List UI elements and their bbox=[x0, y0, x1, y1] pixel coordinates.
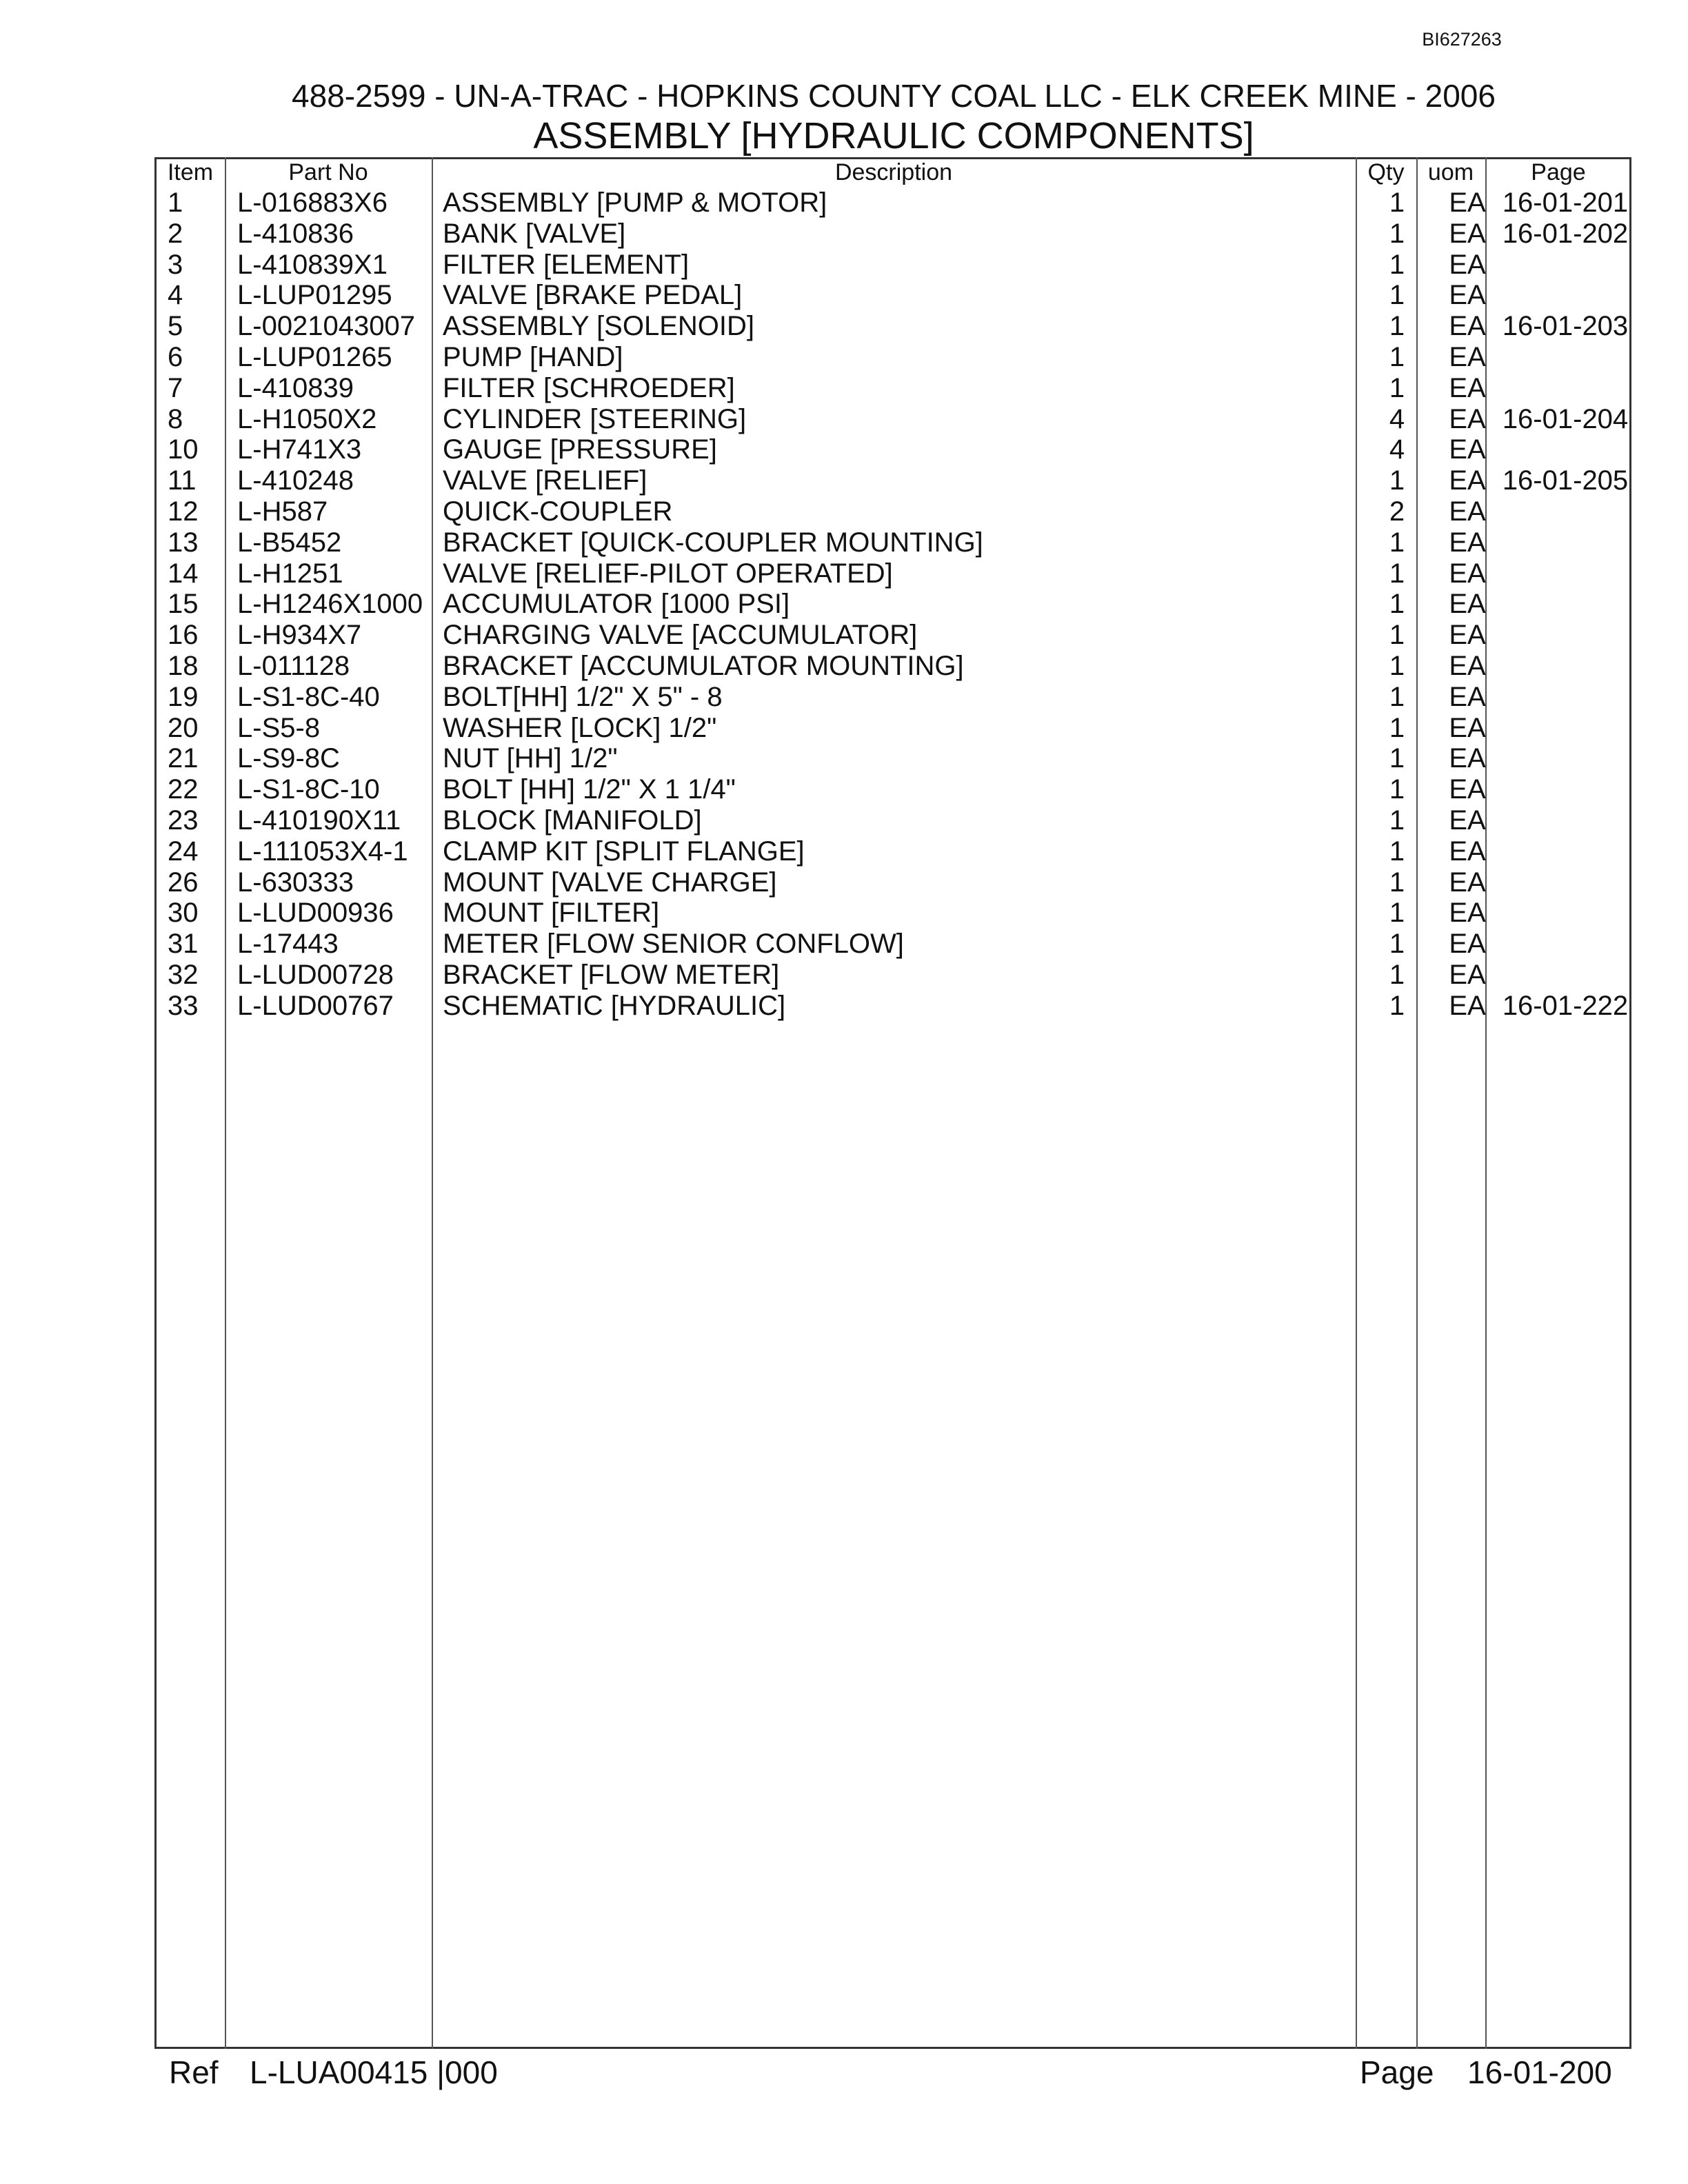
unit-of-measure: EA bbox=[1449, 558, 1486, 589]
table-row bbox=[157, 250, 1629, 281]
page-reference: 16-01-202 bbox=[1502, 218, 1629, 249]
quantity: 1 bbox=[1389, 650, 1405, 681]
unit-of-measure: EA bbox=[1449, 836, 1486, 867]
part-description: BOLT [HH] 1/2" X 1 1/4" bbox=[443, 774, 736, 805]
quantity: 1 bbox=[1389, 681, 1405, 712]
part-number: L-410839X1 bbox=[237, 249, 388, 280]
quantity: 1 bbox=[1389, 589, 1405, 620]
item-number: 23 bbox=[168, 805, 199, 836]
footer-ref-value: L-LUA00415 |000 bbox=[250, 2054, 498, 2090]
footer-page-label: Page bbox=[1360, 2054, 1434, 2090]
unit-of-measure: EA bbox=[1449, 959, 1486, 990]
table-row bbox=[157, 960, 1629, 991]
part-description: VALVE [RELIEF-PILOT OPERATED] bbox=[443, 558, 893, 589]
footer-page-value: 16-01-200 bbox=[1467, 2054, 1612, 2090]
part-description: BRACKET [FLOW METER] bbox=[443, 959, 780, 990]
table-row bbox=[157, 558, 1629, 589]
part-number: L-LUD00936 bbox=[237, 898, 394, 929]
part-description: BANK [VALVE] bbox=[443, 218, 626, 249]
column-header-part-no: Part No bbox=[288, 159, 368, 185]
item-number: 21 bbox=[168, 743, 199, 774]
part-number: L-LUD00728 bbox=[237, 959, 394, 990]
part-description: MOUNT [VALVE CHARGE] bbox=[443, 867, 777, 898]
quantity: 1 bbox=[1389, 465, 1405, 496]
quantity: 1 bbox=[1389, 341, 1405, 372]
item-number: 12 bbox=[168, 496, 199, 527]
unit-of-measure: EA bbox=[1449, 620, 1486, 651]
part-number: L-H934X7 bbox=[237, 620, 362, 651]
item-number: 30 bbox=[168, 898, 199, 929]
document-subtitle: ASSEMBLY [HYDRAULIC COMPONENTS] bbox=[533, 115, 1254, 156]
column-header-page: Page bbox=[1531, 159, 1586, 185]
quantity: 1 bbox=[1389, 898, 1405, 929]
part-number: L-630333 bbox=[237, 867, 354, 898]
table-row bbox=[157, 898, 1629, 929]
footer-ref-label: Ref bbox=[169, 2054, 219, 2090]
column-header-qty: Qty bbox=[1367, 159, 1405, 185]
part-description: METER [FLOW SENIOR CONFLOW] bbox=[443, 929, 904, 960]
item-number: 10 bbox=[168, 434, 199, 465]
quantity: 1 bbox=[1389, 867, 1405, 898]
unit-of-measure: EA bbox=[1449, 527, 1486, 558]
part-number: L-S1-8C-40 bbox=[237, 681, 380, 712]
item-number: 20 bbox=[168, 712, 199, 743]
part-number: L-S9-8C bbox=[237, 743, 340, 774]
table-row bbox=[157, 929, 1629, 960]
part-description: QUICK-COUPLER bbox=[443, 496, 673, 527]
table-row bbox=[157, 620, 1629, 651]
item-number: 5 bbox=[168, 311, 183, 342]
part-number: L-B5452 bbox=[237, 527, 342, 558]
item-number: 13 bbox=[168, 527, 199, 558]
item-number: 2 bbox=[168, 218, 183, 249]
quantity: 4 bbox=[1389, 434, 1405, 465]
part-description: WASHER [LOCK] 1/2" bbox=[443, 712, 717, 743]
quantity: 1 bbox=[1389, 249, 1405, 280]
quantity: 1 bbox=[1389, 527, 1405, 558]
part-description: BRACKET [QUICK-COUPLER MOUNTING] bbox=[443, 527, 983, 558]
column-header-description: Description bbox=[834, 159, 953, 185]
item-number: 4 bbox=[168, 280, 183, 311]
quantity: 1 bbox=[1389, 712, 1405, 743]
item-number: 3 bbox=[168, 249, 183, 280]
table-row bbox=[157, 713, 1629, 744]
unit-of-measure: EA bbox=[1449, 743, 1486, 774]
quantity: 1 bbox=[1389, 218, 1405, 249]
quantity: 4 bbox=[1389, 403, 1405, 434]
page-reference: 16-01-203 bbox=[1502, 311, 1629, 342]
item-number: 14 bbox=[168, 558, 199, 589]
part-number: L-H1246X1000 bbox=[237, 589, 423, 620]
quantity: 1 bbox=[1389, 743, 1405, 774]
quantity: 1 bbox=[1389, 959, 1405, 990]
part-number: L-H587 bbox=[237, 496, 328, 527]
part-description: NUT [HH] 1/2" bbox=[443, 743, 618, 774]
item-number: 32 bbox=[168, 959, 199, 990]
unit-of-measure: EA bbox=[1449, 341, 1486, 372]
table-row bbox=[157, 311, 1629, 342]
unit-of-measure: EA bbox=[1449, 280, 1486, 311]
part-number: L-H1251 bbox=[237, 558, 343, 589]
item-number: 18 bbox=[168, 650, 199, 681]
table-row bbox=[157, 280, 1629, 311]
unit-of-measure: EA bbox=[1449, 403, 1486, 434]
document-title: 488-2599 - UN-A-TRAC - HOPKINS COUNTY COAL LLC - ELK CREEK MINE - 2006 bbox=[292, 78, 1496, 114]
part-number: L-LUP01265 bbox=[237, 341, 392, 372]
part-description: CLAMP KIT [SPLIT FLANGE] bbox=[443, 836, 805, 867]
quantity: 1 bbox=[1389, 990, 1405, 1021]
unit-of-measure: EA bbox=[1449, 712, 1486, 743]
part-number: L-011128 bbox=[237, 650, 350, 681]
part-description: BRACKET [ACCUMULATOR MOUNTING] bbox=[443, 650, 964, 681]
item-number: 16 bbox=[168, 620, 199, 651]
part-number: L-S5-8 bbox=[237, 712, 321, 743]
unit-of-measure: EA bbox=[1449, 805, 1486, 836]
part-description: FILTER [SCHROEDER] bbox=[443, 372, 735, 403]
table-row bbox=[157, 867, 1629, 898]
part-number: L-410839 bbox=[237, 372, 354, 403]
table-row bbox=[157, 991, 1629, 1022]
quantity: 2 bbox=[1389, 496, 1405, 527]
item-number: 6 bbox=[168, 341, 183, 372]
table-row bbox=[157, 219, 1629, 250]
part-number: L-410836 bbox=[237, 218, 354, 249]
unit-of-measure: EA bbox=[1449, 774, 1486, 805]
item-number: 26 bbox=[168, 867, 199, 898]
quantity: 1 bbox=[1389, 372, 1405, 403]
part-number: L-H741X3 bbox=[237, 434, 362, 465]
unit-of-measure: EA bbox=[1449, 929, 1486, 960]
unit-of-measure: EA bbox=[1449, 188, 1486, 218]
table-row bbox=[157, 743, 1629, 774]
part-description: PUMP [HAND] bbox=[443, 341, 623, 372]
part-description: BOLT[HH] 1/2" X 5" - 8 bbox=[443, 681, 723, 712]
item-number: 8 bbox=[168, 403, 183, 434]
item-number: 24 bbox=[168, 836, 199, 867]
item-number: 1 bbox=[168, 188, 183, 218]
part-description: ASSEMBLY [PUMP & MOTOR] bbox=[443, 188, 827, 218]
quantity: 1 bbox=[1389, 805, 1405, 836]
part-description: VALVE [BRAKE PEDAL] bbox=[443, 280, 743, 311]
table-row bbox=[157, 496, 1629, 527]
part-number: L-0021043007 bbox=[237, 311, 416, 342]
unit-of-measure: EA bbox=[1449, 372, 1486, 403]
part-description: BLOCK [MANIFOLD] bbox=[443, 805, 702, 836]
table-row bbox=[157, 589, 1629, 620]
column-header-item: Item bbox=[167, 159, 214, 185]
page-reference: 16-01-205 bbox=[1502, 465, 1629, 496]
item-number: 11 bbox=[168, 465, 197, 496]
unit-of-measure: EA bbox=[1449, 650, 1486, 681]
table-row bbox=[157, 774, 1629, 805]
page-reference: 16-01-201 bbox=[1502, 188, 1629, 218]
item-number: 15 bbox=[168, 589, 199, 620]
part-number: L-LUD00767 bbox=[237, 990, 394, 1021]
table-row bbox=[157, 836, 1629, 867]
part-number: L-17443 bbox=[237, 929, 339, 960]
unit-of-measure: EA bbox=[1449, 311, 1486, 342]
part-number: L-410248 bbox=[237, 465, 354, 496]
table-row bbox=[157, 682, 1629, 713]
quantity: 1 bbox=[1389, 280, 1405, 311]
table-row bbox=[157, 805, 1629, 836]
unit-of-measure: EA bbox=[1449, 898, 1486, 929]
part-description: FILTER [ELEMENT] bbox=[443, 249, 690, 280]
unit-of-measure: EA bbox=[1449, 681, 1486, 712]
page-reference: 16-01-222 bbox=[1502, 990, 1629, 1021]
part-number: L-111053X4-1 bbox=[237, 836, 408, 867]
part-number: L-016883X6 bbox=[237, 188, 388, 218]
unit-of-measure: EA bbox=[1449, 867, 1486, 898]
part-description: VALVE [RELIEF] bbox=[443, 465, 647, 496]
part-number: L-410190X11 bbox=[237, 805, 401, 836]
part-description: GAUGE [PRESSURE] bbox=[443, 434, 717, 465]
unit-of-measure: EA bbox=[1449, 434, 1486, 465]
unit-of-measure: EA bbox=[1449, 249, 1486, 280]
quantity: 1 bbox=[1389, 188, 1405, 218]
part-description: ASSEMBLY [SOLENOID] bbox=[443, 311, 755, 342]
column-header-uom: uom bbox=[1427, 159, 1474, 185]
table-row bbox=[157, 373, 1629, 404]
item-number: 33 bbox=[168, 990, 199, 1021]
unit-of-measure: EA bbox=[1449, 990, 1486, 1021]
unit-of-measure: EA bbox=[1449, 465, 1486, 496]
part-description: CYLINDER [STEERING] bbox=[443, 403, 747, 434]
part-description: SCHEMATIC [HYDRAULIC] bbox=[443, 990, 786, 1021]
document-id: BI627263 bbox=[1422, 29, 1502, 50]
part-description: ACCUMULATOR [1000 PSI] bbox=[443, 589, 790, 620]
unit-of-measure: EA bbox=[1449, 496, 1486, 527]
item-number: 19 bbox=[168, 681, 199, 712]
table-row bbox=[157, 465, 1629, 496]
part-description: CHARGING VALVE [ACCUMULATOR] bbox=[443, 620, 918, 651]
item-number: 31 bbox=[168, 929, 199, 960]
quantity: 1 bbox=[1389, 558, 1405, 589]
item-number: 22 bbox=[168, 774, 199, 805]
item-number: 7 bbox=[168, 372, 183, 403]
quantity: 1 bbox=[1389, 620, 1405, 651]
table-row bbox=[157, 527, 1629, 558]
part-number: L-S1-8C-10 bbox=[237, 774, 380, 805]
quantity: 1 bbox=[1389, 774, 1405, 805]
quantity: 1 bbox=[1389, 311, 1405, 342]
page-reference: 16-01-204 bbox=[1502, 403, 1629, 434]
table-row bbox=[157, 342, 1629, 373]
table-row bbox=[157, 404, 1629, 435]
part-description: MOUNT [FILTER] bbox=[443, 898, 660, 929]
table-row bbox=[157, 651, 1629, 682]
quantity: 1 bbox=[1389, 836, 1405, 867]
unit-of-measure: EA bbox=[1449, 218, 1486, 249]
parts-table-body bbox=[157, 188, 1629, 1022]
unit-of-measure: EA bbox=[1449, 589, 1486, 620]
part-number: L-H1050X2 bbox=[237, 403, 377, 434]
part-number: L-LUP01295 bbox=[237, 280, 392, 311]
quantity: 1 bbox=[1389, 929, 1405, 960]
table-row bbox=[157, 188, 1629, 219]
table-row bbox=[157, 434, 1629, 465]
